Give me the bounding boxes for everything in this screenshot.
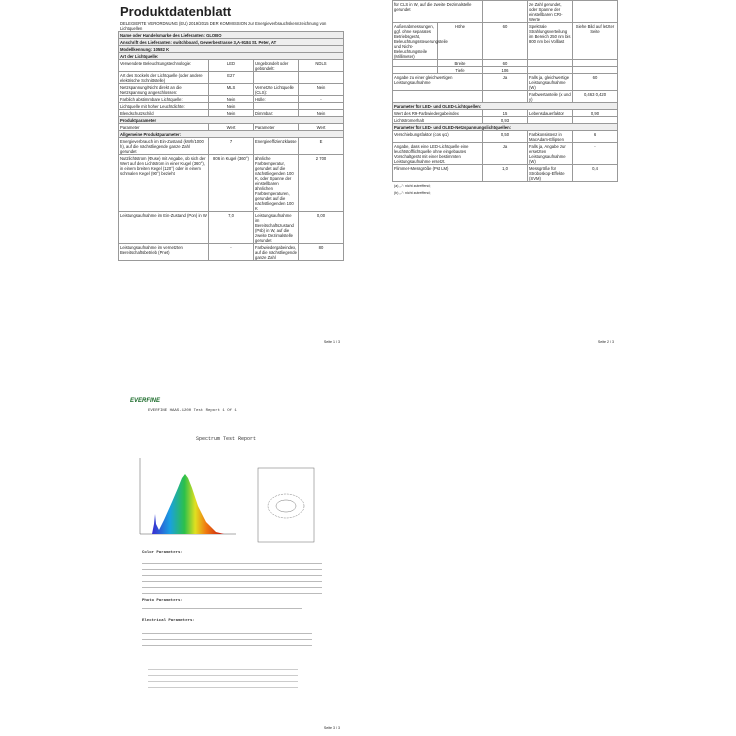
table-row <box>119 32 344 39</box>
table-cell <box>528 60 573 67</box>
table-row <box>119 117 344 124</box>
table-cell: Netzspannung/Nicht direkt an die Netzspannung angeschlossen: <box>119 84 209 96</box>
table-cell <box>299 103 344 110</box>
table-cell: Messgröße für Stroboskop-Effekte (SVM) <box>528 165 573 182</box>
table-cell: Parameter <box>119 124 209 131</box>
report-title: Spectrum Test Report <box>196 436 257 442</box>
table-cell: 15 <box>483 110 528 117</box>
table-row <box>393 131 618 143</box>
table-cell: Nutzlichtstrom (Φuse) mit Angabe, ob sich der Wert auf den Lichtstrom in einer Kugel (360°), in einem breiten Kegel (120°) oder in einem schmalen Kegel (90°) bezieht <box>119 155 209 212</box>
table-cell: Leistungsaufnahme im Ein-Zustand (Pon) in W <box>119 212 209 244</box>
table-cell: Ja <box>483 74 528 91</box>
table-cell: 80 <box>299 244 344 261</box>
table-cell: Hülle: <box>254 96 299 103</box>
table-row <box>393 91 618 103</box>
table-cell: Parameter <box>254 124 299 131</box>
footnote: (b) „-“: nicht zutreffend; <box>394 191 431 195</box>
table-row <box>393 23 618 60</box>
table-row <box>119 124 344 131</box>
table-cell: 6 <box>573 131 618 143</box>
spectrum-curve <box>152 474 224 534</box>
table-cell: 60 <box>483 60 528 67</box>
table-cell: Nein <box>209 103 254 110</box>
photo-parameters-heading: Photo Parameters: <box>142 599 183 603</box>
table-row <box>119 60 344 72</box>
report-header: EVERFINE HAAS-1200 Test Report 1 Of 1 <box>148 409 237 413</box>
table-cell: Wert des R9-Farbwiedergabeindex <box>393 110 483 117</box>
table-cell <box>254 72 299 84</box>
table-cell: E27 <box>209 72 254 84</box>
table-cell: Leistungsaufnahme im vernetzten Bereitschaftsbetrieb (Pnet) <box>119 244 209 261</box>
table-cell: Wert <box>209 124 254 131</box>
table-cell: ähnliche Farbtemperatur, gerundet auf die nächstliegenden 100 K, oder Spanne der einstellbaren ähnlichen Farbtemperaturen, gerundet auf die nächstliegenden 100 K <box>254 155 299 212</box>
electrical-parameters-heading: Electrical Parameters: <box>142 619 195 623</box>
table-cell: Farbwertanteile (x und y) <box>529 91 571 102</box>
table-cell: Nein <box>209 110 254 117</box>
table-cell <box>393 60 438 67</box>
table-cell: 0,93 <box>483 117 528 124</box>
table-row <box>393 165 618 182</box>
spectrum-report-page <box>118 392 344 736</box>
table-cell: Nein <box>299 110 344 117</box>
table-cell <box>573 117 618 124</box>
table-cell: Energieverbrauch im Ein-Zustand (kWh/1000 h), auf die nächstliegende ganze Zahl gerundet <box>119 138 209 155</box>
table-cell: 0,4 <box>573 165 618 182</box>
datasheet-page-2 <box>392 0 618 350</box>
page-number: Seite 1 / 3 <box>323 340 340 344</box>
table-cell: Anschrift des Lieferanten: switchboard, Gewerbestrasse 3,A-9184 St. Peter, AT <box>119 39 344 46</box>
table-cell: Name oder Handelsmarke des Lieferanten: GLOBO <box>119 32 344 39</box>
table-cell <box>483 1 528 23</box>
photo-parameters-line <box>142 608 302 609</box>
table-row <box>119 212 344 244</box>
color-parameters-block <box>142 558 322 599</box>
table-cell: - <box>299 96 344 103</box>
table-cell: Spektrale Strahlungsverteilung im Bereich 250 nm bis 800 nm bei Volllast <box>528 23 573 60</box>
table-cell: Produktparameter <box>119 117 344 124</box>
table-cell <box>299 72 344 84</box>
table-cell: Farbwiedergabeindex, auf die nächstliegende ganze Zahl <box>255 244 297 260</box>
table-cell: Angabe zu einer gleichwertigen Leistungsaufnahme <box>393 74 483 91</box>
datasheet-page-1 <box>118 0 344 350</box>
table-cell: Verschiebungsfaktor (cos φ1) <box>393 131 483 143</box>
table-cell: Energieeffizienzklasse <box>254 138 299 155</box>
page-title: Produktdatenblatt <box>120 4 232 19</box>
table-cell: E <box>299 138 344 155</box>
table-row <box>119 53 344 60</box>
table-cell: Siehe Bild auf letzter Seite <box>573 23 618 60</box>
table-cell: Verwendete Beleuchtungstechnologie: <box>119 60 209 72</box>
table-cell <box>393 91 483 103</box>
table-row <box>393 1 618 23</box>
table-cell: Dimmbar: <box>254 110 299 117</box>
table-cell: Leistungsaufnahme im Bereitschaftszustand (Psb) in W, auf die zweite Dezimalstelle gerundet <box>254 212 299 244</box>
table-cell: Falls ja, gleichwertige Leistungsaufnahme (W) <box>528 74 573 91</box>
table-row <box>393 117 618 124</box>
table-cell: Falls ja, Angabe zur ersetzten Leistungsaufnahme (W) <box>528 143 573 165</box>
table-cell: Nein <box>299 84 344 96</box>
electrical-parameters-block <box>142 628 312 651</box>
table-cell: NDLS <box>299 60 344 72</box>
table-cell: 60 <box>573 74 618 91</box>
table-cell: Ungebündelt oder gebündelt: <box>254 60 299 72</box>
table-cell: für CLS in W, auf die zweite Dezimalstelle gerundet <box>393 1 483 23</box>
table-cell: Lichtstromerhalt <box>393 117 483 124</box>
table-cell: Art der Lichtquelle: <box>119 53 344 60</box>
table-cell: Wert <box>299 124 344 131</box>
table-cell: 7,0 <box>209 212 254 244</box>
table-cell <box>254 103 299 110</box>
table-row <box>119 103 344 110</box>
table-row <box>119 46 344 53</box>
report-footer-block <box>148 664 298 693</box>
table-cell: Nein <box>209 96 254 103</box>
table-cell: Flimmer-Messgröße (Pst LM) <box>393 165 483 182</box>
table-row <box>119 131 344 138</box>
table-cell: ze Zahl gerundet, oder Spanne der einstellbaren CRI-Werte <box>528 1 573 23</box>
table-cell: 0,463 0,420 <box>573 91 618 103</box>
table-cell: 2 700 <box>299 155 344 212</box>
table-cell: Angabe, dass eine LED-Lichtquelle eine leuchtstofflichtquelle ohne eingebautes Vorschaltgerät mit einer bestimmten Leistungsaufnahme ersetzt. <box>393 143 483 165</box>
page-number: Seite 3 / 3 <box>323 726 340 730</box>
table-cell <box>528 117 573 124</box>
table-cell: LED <box>209 60 254 72</box>
everfine-logo: EVERFINE <box>130 398 161 404</box>
table-cell: MLS <box>209 84 254 96</box>
table-cell: Tiefe <box>438 67 483 74</box>
table-row <box>119 72 344 84</box>
table-cell: 7 <box>209 138 254 155</box>
table-row <box>119 96 344 103</box>
table-cell: Lebensdauerfaktor <box>528 110 573 117</box>
table-cell: Blendschutzschild <box>119 110 209 117</box>
table-row <box>393 143 618 165</box>
table-cell: - <box>209 244 254 261</box>
table-cell: 106 <box>483 67 528 74</box>
table-cell: 1,0 <box>483 165 528 182</box>
table-cell <box>528 67 573 74</box>
table-row <box>393 124 618 131</box>
table-row <box>393 110 618 117</box>
table-cell <box>573 67 618 74</box>
table-cell <box>393 67 438 74</box>
table-cell <box>573 1 618 23</box>
table-cell: 0,50 <box>483 131 528 143</box>
table-cell: Lichtquelle mit hoher Leuchtdichte: <box>119 103 209 110</box>
table-cell <box>573 60 618 67</box>
table-cell: Höhe <box>438 23 483 60</box>
color-parameters-heading: Color Parameters: <box>142 551 183 555</box>
table-cell: 60 <box>483 23 528 60</box>
page-number: Seite 2 / 3 <box>597 340 614 344</box>
cie-diagram <box>256 466 316 546</box>
footnote: (a) „-“: nicht zutreffend; <box>394 184 431 188</box>
table-cell: Außenabmessungen, ggf. ohne separates Betriebsgerät, Beleuchtungssteuerungsteile und Nicht-Beleuchtungsteile (Millimeter) <box>394 23 448 59</box>
table-cell: Ja <box>483 143 528 165</box>
table-cell: 0,00 <box>299 212 344 244</box>
table-row <box>119 155 344 212</box>
table-row <box>119 84 344 96</box>
table-cell: Allgemeine Produktparameter: <box>119 131 344 138</box>
datasheet-table-1 <box>118 31 344 261</box>
table-row <box>119 110 344 117</box>
table-cell: 0,90 <box>573 110 618 117</box>
table-row <box>393 67 618 74</box>
table-row <box>393 74 618 91</box>
table-row <box>393 60 618 67</box>
regulation-subtitle: DELEGIERTE VERORDNUNG (EU) 2019/2015 DER KOMMISSION zur Energieverbrauchskennzeichnung von Lichtquellen <box>120 21 327 31</box>
table-cell: Farbkonsistenz in MacAdam-Ellipsen <box>528 131 573 143</box>
table-cell: Modellkennung: 10582 K <box>119 46 344 53</box>
table-cell: 806 in Kugel (360°) <box>209 155 254 212</box>
table-cell: Parameter für LED- und OLED-Lichtquellen: <box>393 103 618 110</box>
table-cell: Vernetzte Lichtquelle (CLS): <box>254 84 299 96</box>
table-cell: Art des Sockels der Lichtquelle (oder andere elektrische Schnittstelle) <box>119 72 209 84</box>
table-row <box>119 244 344 261</box>
table-cell <box>483 91 528 103</box>
datasheet-table-2 <box>392 0 618 182</box>
table-cell: Farblich abstimmbare Lichtquelle: <box>119 96 209 103</box>
spectrum-plot <box>132 454 242 544</box>
table-row <box>119 138 344 155</box>
table-cell: - <box>573 143 618 165</box>
table-cell: Parameter für LED- und OLED-Netzspannungslichtquellen: <box>393 124 618 131</box>
table-row <box>393 103 618 110</box>
table-row <box>119 39 344 46</box>
table-cell: Breite <box>438 60 483 67</box>
